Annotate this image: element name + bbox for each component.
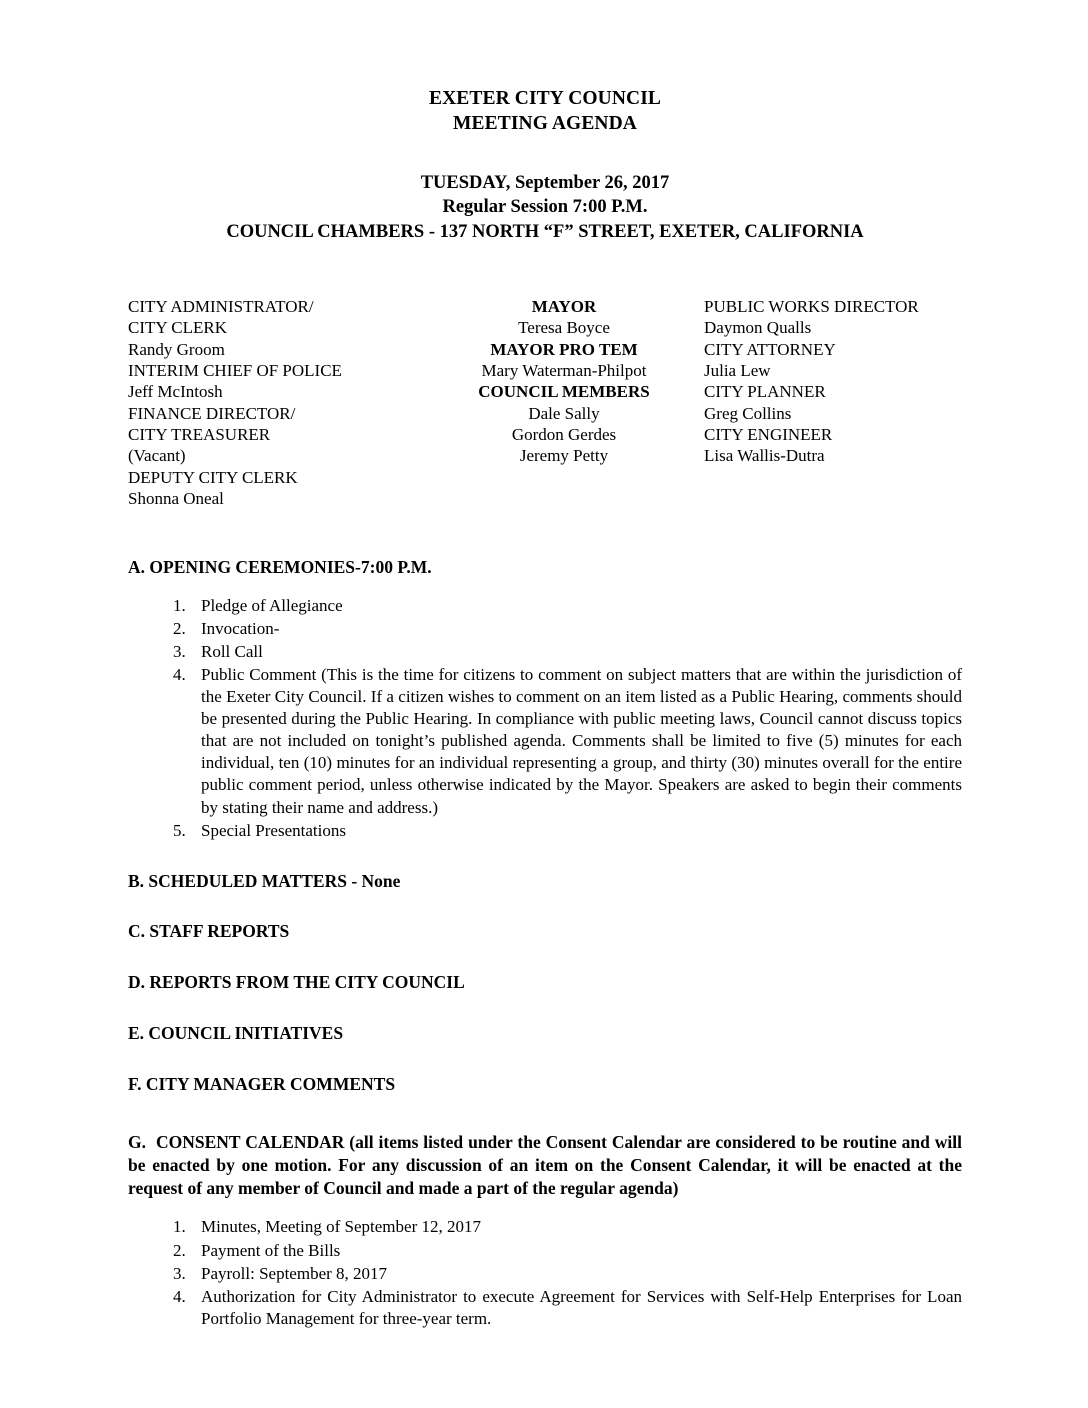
title-spacer xyxy=(128,137,962,171)
officials-block xyxy=(128,296,962,510)
official-entry: CITY PLANNER xyxy=(704,382,826,402)
meeting-info xyxy=(128,171,962,244)
official-entry: CITY TREASURER xyxy=(128,424,271,444)
official-entry: CITY ATTORNEY xyxy=(704,339,836,359)
official-entry: Gordon Gerdes xyxy=(511,424,617,444)
official-entry: Randy Groom xyxy=(128,339,225,359)
official-entry: PUBLIC WORKS DIRECTOR xyxy=(704,296,919,316)
section-heading-f: F. CITY MANAGER COMMENTS xyxy=(128,1073,396,1094)
official-entry: Daymon Qualls xyxy=(704,318,812,338)
official-entry: INTERIM CHIEF OF POLICE xyxy=(128,360,342,380)
official-entry: DEPUTY CITY CLERK xyxy=(128,467,298,487)
section-heading-e: E. COUNCIL INITIATIVES xyxy=(128,1022,344,1043)
section-heading-c: C. STAFF REPORTS xyxy=(128,921,290,942)
official-entry: (Vacant) xyxy=(128,446,186,466)
officials-center-column xyxy=(424,296,704,467)
official-entry: Greg Collins xyxy=(704,403,792,423)
official-entry: Teresa Boyce xyxy=(518,318,610,338)
official-entry: MAYOR xyxy=(531,296,597,316)
official-entry: Julia Lew xyxy=(704,360,771,380)
official-entry: COUNCIL MEMBERS xyxy=(478,382,650,402)
list-item: 1. Pledge of Allegiance xyxy=(190,595,962,617)
list-item: 2. Payment of the Bills xyxy=(190,1240,962,1262)
official-entry: Jeremy Petty xyxy=(519,446,609,466)
title-line-2: MEETING AGENDA xyxy=(453,113,637,135)
official-entry: CITY ADMINISTRATOR/ xyxy=(128,296,314,316)
consent-calendar-list xyxy=(128,1216,962,1329)
officials-right-column xyxy=(704,296,964,467)
officials-left-column xyxy=(128,296,428,509)
official-entry: MAYOR PRO TEM xyxy=(490,339,638,359)
official-entry: Shonna Oneal xyxy=(128,488,224,508)
title-line-1: EXETER CITY COUNCIL xyxy=(429,88,661,109)
official-entry: CITY CLERK xyxy=(128,318,228,338)
meeting-date: TUESDAY, September 26, 2017 xyxy=(420,172,670,193)
list-item: 2. Invocation- xyxy=(190,618,962,640)
section-letter-g: G. xyxy=(128,1132,146,1153)
official-entry: Jeff McIntosh xyxy=(128,382,223,402)
section-heading-g xyxy=(128,1131,962,1199)
meeting-location: COUNCIL CHAMBERS - 137 NORTH “F” STREET, EXETER, CALIFORNIA xyxy=(226,221,864,242)
official-entry: Mary Waterman-Philpot xyxy=(481,360,647,380)
consent-calendar-text: CONSENT CALENDAR (all items listed under the Consent Calendar are considered to be routine and will be enacted by one motion. For any discussion of an item on the Consent Calendar, it will be enacted at the request of any member of Council and made a part of the regular agenda) xyxy=(128,1132,962,1198)
official-entry: Dale Sally xyxy=(528,403,600,423)
document-title xyxy=(128,86,962,137)
official-entry: Lisa Wallis-Dutra xyxy=(704,446,825,466)
official-entry: CITY ENGINEER xyxy=(704,424,833,444)
section-heading-a: A. OPENING CEREMONIES-7:00 P.M. xyxy=(128,556,432,577)
official-entry: FINANCE DIRECTOR/ xyxy=(128,403,296,423)
meeting-session: Regular Session 7:00 P.M. xyxy=(442,197,648,218)
list-item: 3. Roll Call xyxy=(190,641,962,663)
section-heading-b: B. SCHEDULED MATTERS - None xyxy=(128,870,401,891)
section-heading-d: D. REPORTS FROM THE CITY COUNCIL xyxy=(128,972,465,993)
list-item: 1. Minutes, Meeting of September 12, 2017 xyxy=(190,1216,962,1238)
list-item: 3. Payroll: September 8, 2017 xyxy=(190,1263,962,1285)
list-item: 5. Special Presentations xyxy=(190,820,962,842)
list-item: 4. Public Comment (This is the time for citizens to comment on subject matters that are within the jurisdiction of the Exeter City Council. If a citizen wishes to comment on an item listed as a Public Hearing, comments should be presented during the Public Hearing. In compliance with public meeting laws, Council cannot discuss topics that are not included on tonight’s published agenda. Comments shall be limited to five (5) minutes for each individual, ten (10) minutes for an individual representing a group, and thirty (30) minutes overall for the entire public comment period, unless otherwise indicated by the Mayor. Speakers are asked to begin their comments by stating their name and address.) xyxy=(190,664,962,819)
opening-ceremonies-list xyxy=(128,595,962,842)
document-content xyxy=(128,86,962,1331)
list-item: 4. Authorization for City Administrator to execute Agreement for Services with Self-Help Enterprises for Loan Portfolio Management for three-year term. xyxy=(190,1286,962,1330)
